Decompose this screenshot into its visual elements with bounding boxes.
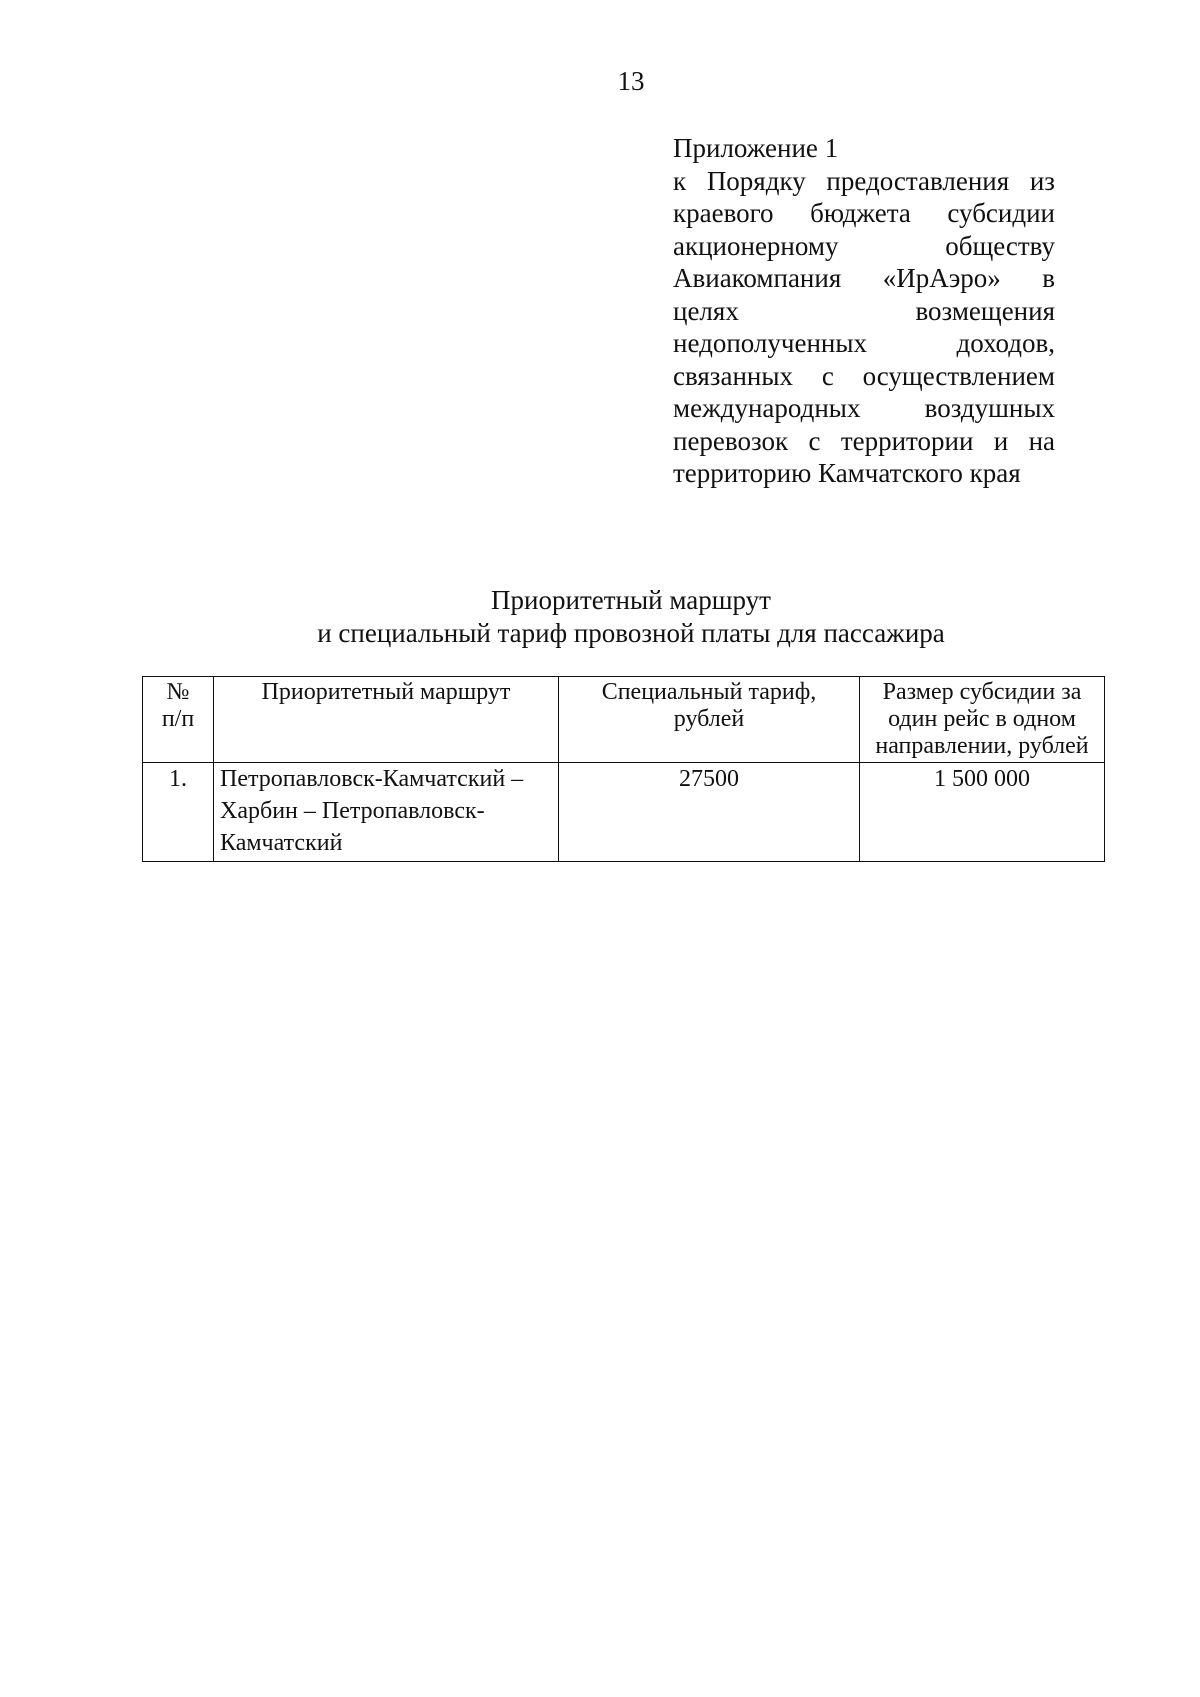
row-number: 1. bbox=[143, 763, 214, 862]
appendix-line: Авиакомпания «ИрАэро» в bbox=[673, 263, 1055, 293]
row-tariff: 27500 bbox=[559, 763, 860, 862]
appendix-line: международных воздушных bbox=[673, 393, 1055, 423]
header-subsidy: Размер субсидии за один рейс в одном направлении, рублей bbox=[860, 677, 1105, 763]
page-number: 13 bbox=[617, 66, 645, 96]
routes-table bbox=[142, 676, 1105, 862]
appendix-line: перевозок с территории и на bbox=[673, 425, 1055, 456]
appendix-line: краевого бюджета субсидии bbox=[673, 198, 1055, 228]
appendix-block bbox=[673, 132, 1055, 490]
row-route: Петропавловск-Камчатский – Харбин – Петропавловск- Камчатский bbox=[214, 763, 559, 862]
table-header-row bbox=[143, 677, 1105, 763]
appendix-line: к Порядку предоставления из bbox=[673, 165, 1055, 196]
appendix-last-line: территорию Камчатского края bbox=[673, 458, 1021, 488]
header-route: Приоритетный маршрут bbox=[214, 677, 559, 763]
appendix-line: целях возмещения bbox=[673, 295, 1055, 326]
appendix-line: акционерному обществу bbox=[673, 230, 1055, 261]
appendix-title: Приложение 1 bbox=[673, 133, 839, 163]
header-number: № п/п bbox=[143, 677, 214, 763]
appendix-line: недополученных доходов, bbox=[673, 328, 1055, 358]
table-row bbox=[143, 763, 1105, 862]
row-subsidy: 1 500 000 bbox=[860, 763, 1105, 862]
header-tariff: Специальный тариф, рублей bbox=[559, 677, 860, 763]
table-heading-line-1: Приоритетный маршрут bbox=[491, 585, 771, 615]
appendix-line: связанных с осуществлением bbox=[673, 360, 1055, 391]
table-heading-line-2: и специальный тариф провозной платы для пассажира bbox=[317, 618, 945, 648]
